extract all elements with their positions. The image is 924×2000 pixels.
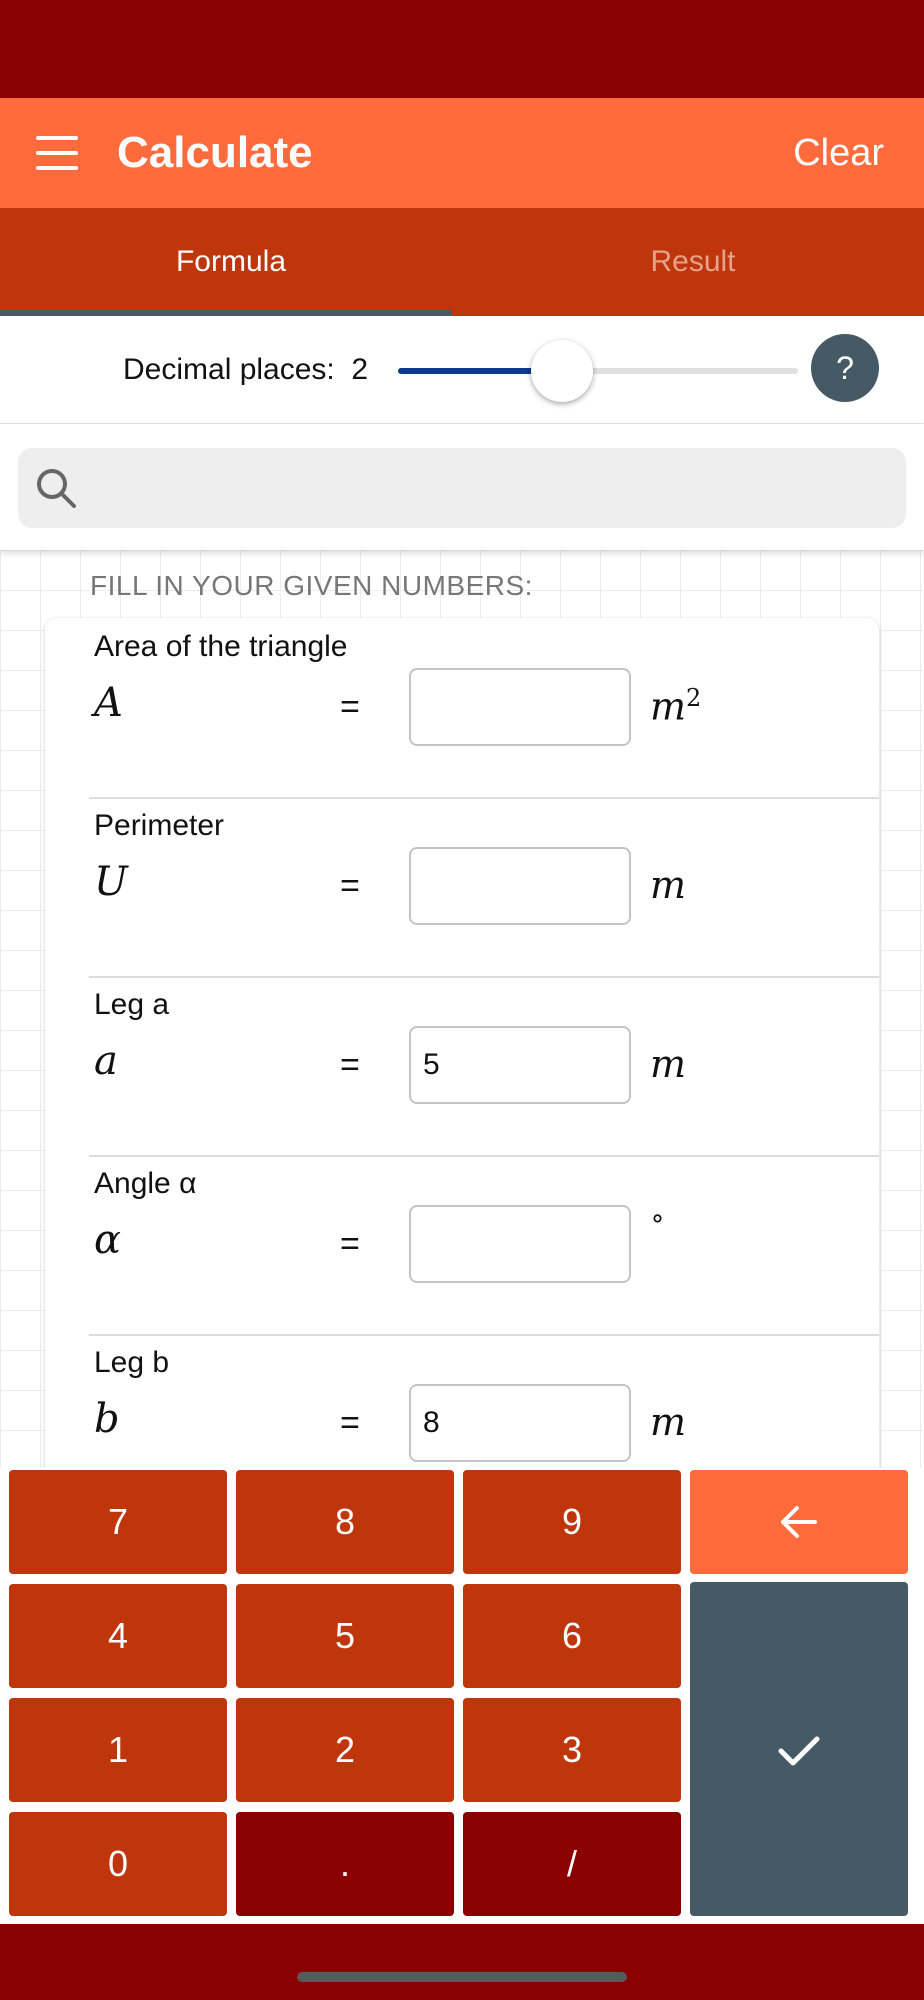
key-3[interactable]: 3 [463, 1698, 681, 1802]
field-perimeter [45, 797, 879, 976]
field-label: Area of the triangle [94, 630, 348, 663]
divider [89, 1334, 879, 1336]
clear-button[interactable]: Clear [793, 132, 884, 174]
numeric-keypad [0, 1468, 924, 1924]
tab-bar [0, 208, 924, 316]
field-unit [650, 684, 701, 729]
tab-result[interactable]: Result [650, 245, 736, 278]
input-card [45, 618, 879, 1468]
field-symbol: α [94, 1217, 122, 1263]
divider [89, 1155, 879, 1157]
checkmark-icon [775, 1731, 823, 1771]
unit-exponent: 2 [686, 684, 702, 712]
search-box[interactable] [18, 448, 906, 528]
equals-sign: = [340, 688, 360, 726]
field-unit: ° [651, 1211, 664, 1241]
field-angle-alpha [45, 1155, 879, 1334]
confirm-button[interactable] [690, 1582, 908, 1916]
backspace-button[interactable] [690, 1470, 908, 1574]
page-title: Calculate [117, 128, 313, 177]
field-symbol: a [94, 1038, 118, 1084]
decimal-places-slider[interactable] [398, 368, 798, 374]
search-area [0, 424, 924, 550]
divider [89, 976, 879, 978]
search-icon [34, 466, 78, 510]
decimal-places-text: Decimal places: [123, 353, 335, 386]
field-symbol: b [94, 1396, 120, 1442]
unit-text: m [650, 684, 687, 729]
field-label: Perimeter [94, 809, 225, 842]
formula-content [0, 550, 924, 1468]
key-9[interactable]: 9 [463, 1470, 681, 1574]
field-unit: m [650, 1042, 687, 1086]
field-unit: m [650, 1400, 687, 1444]
home-indicator[interactable] [297, 1972, 627, 1982]
key-2[interactable]: 2 [236, 1698, 454, 1802]
hamburger-menu-icon[interactable] [36, 136, 78, 170]
key-8[interactable]: 8 [236, 1470, 454, 1574]
equals-sign: = [340, 1225, 360, 1263]
field-label: Leg b [94, 1346, 170, 1379]
search-input[interactable] [94, 448, 894, 528]
navigation-bar [0, 1924, 924, 2000]
key-7[interactable]: 7 [9, 1470, 227, 1574]
status-bar [0, 0, 924, 98]
tab-formula[interactable]: Formula [175, 245, 287, 278]
key-1[interactable]: 1 [9, 1698, 227, 1802]
app-bar [0, 98, 924, 208]
arrow-left-icon [777, 1500, 821, 1544]
decimal-places-row [0, 316, 924, 424]
field-leg-a [45, 976, 879, 1155]
field-symbol: A [94, 680, 123, 726]
key-6[interactable]: 6 [463, 1584, 681, 1688]
equals-sign: = [340, 1404, 360, 1442]
divider [89, 797, 879, 799]
field-label: Angle α [94, 1167, 197, 1200]
key-0[interactable]: 0 [9, 1812, 227, 1916]
key-4[interactable]: 4 [9, 1584, 227, 1688]
perimeter-input[interactable] [409, 847, 631, 925]
field-unit: m [650, 863, 687, 907]
leg-a-input[interactable] [409, 1026, 631, 1104]
field-label: Leg a [94, 988, 170, 1021]
section-heading: FILL IN YOUR GIVEN NUMBERS: [90, 570, 533, 601]
equals-sign: = [340, 1046, 360, 1084]
field-area [45, 618, 879, 797]
help-button[interactable]: ? [811, 334, 879, 402]
key-slash[interactable]: / [463, 1812, 681, 1916]
angle-alpha-input[interactable] [409, 1205, 631, 1283]
field-leg-b [45, 1334, 879, 1468]
slider-thumb[interactable] [531, 340, 593, 402]
field-symbol: U [94, 859, 128, 905]
equals-sign: = [340, 867, 360, 905]
decimal-places-value: 2 [351, 353, 369, 386]
area-input[interactable] [409, 668, 631, 746]
leg-b-input[interactable] [409, 1384, 631, 1462]
key-5[interactable]: 5 [236, 1584, 454, 1688]
key-decimal-point[interactable]: . [236, 1812, 454, 1916]
decimal-places-label [123, 316, 368, 424]
